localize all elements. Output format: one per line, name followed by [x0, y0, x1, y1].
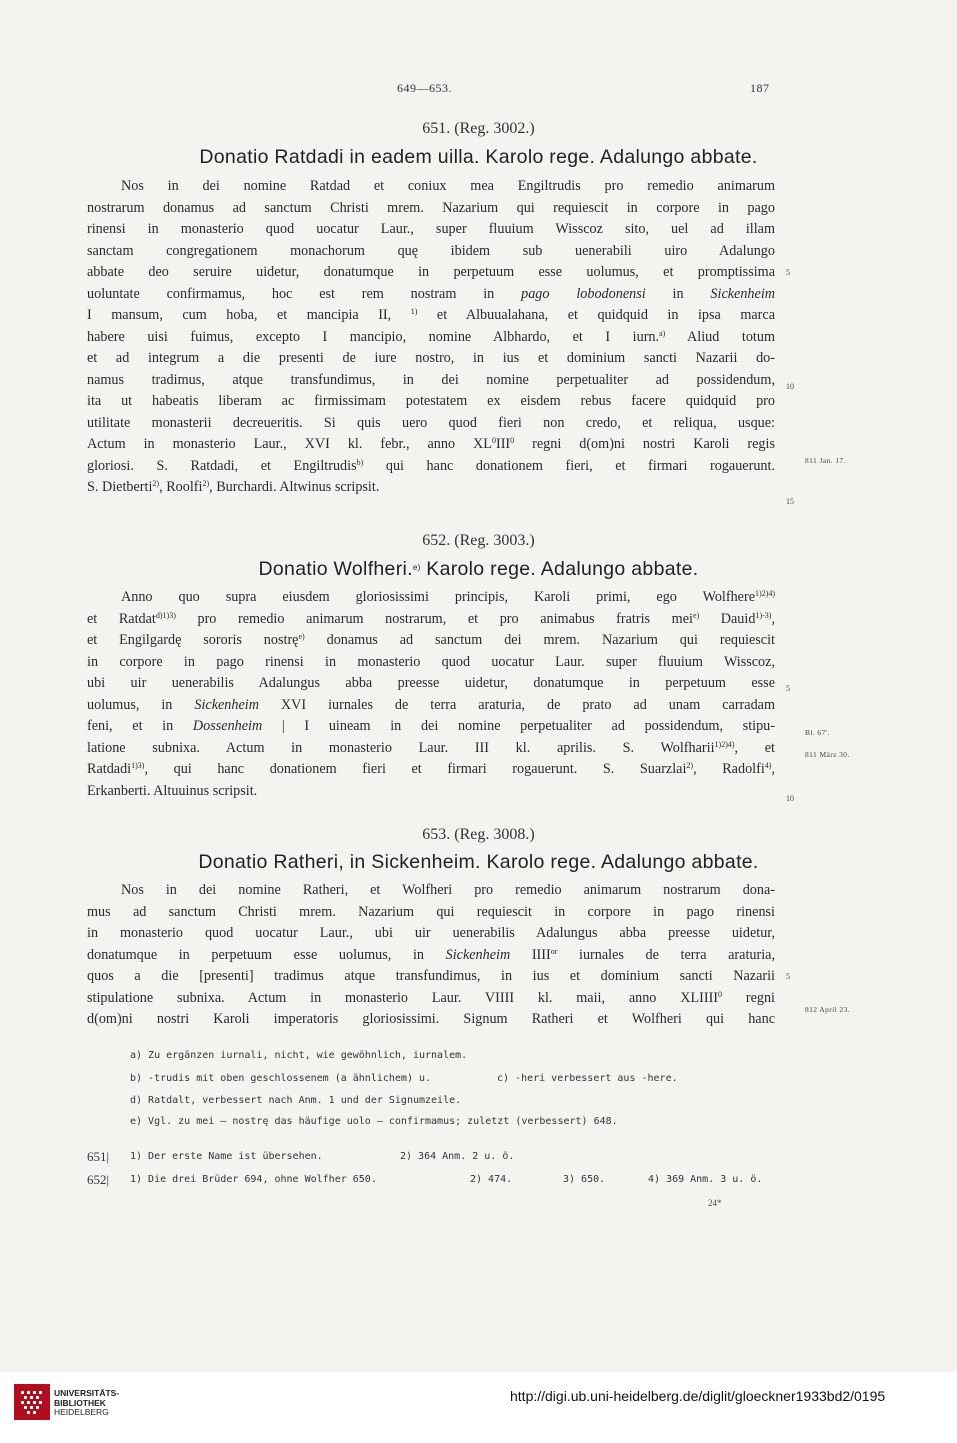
text-line: nostrarum donamus ad sanctum Christi mrem. Nazarium qui requiescit in corpore in pago [87, 199, 775, 216]
footnote: e) Vgl. zu mei — nostrę das häufige uolo — confirmamus; zuletzt (verbessert) 648. [130, 1116, 618, 1127]
charter-651-number: 651. (Reg. 3002.) [422, 120, 535, 137]
text-line: S. Dietberti$^{2)}$, Roolfi$^{2)}$, Burchardi. Altwinus scripsit. [87, 479, 380, 495]
text-line: Ratdadi$^{1)3)}$, qui hanc donationem fieri et firmari rogauerunt. S. Suarzlai$^{2)}$, Radolfi$^{4)}$, [87, 761, 775, 777]
text-line: latione subnixa. Actum in monasterio Laur. III kl. aprilis. S. Wolfharii$^{1)2)4)}$, et [87, 739, 775, 756]
text-line: ita ut habeatis liberam ac firmissimam potestatem ex eisdem rebus facere quidquid pro [87, 393, 775, 409]
text-line: Actum in monasterio Laur., XVI kl. febr., anno $XL^0III^0$ regni d(om)ni nostri Karoli regis [87, 436, 775, 452]
text-line: in corpore in pago rinensi in monasterio quod uocatur Laur. super fluuium Wisscoz, [87, 653, 775, 670]
footnote: c) -heri verbessert aus -here. [497, 1073, 678, 1084]
signature-mark: 24* [708, 1198, 722, 1208]
margin-date-note: 811 Jan. 17. [805, 456, 846, 465]
viewer-footer [0, 1372, 957, 1443]
library-logo-icon [14, 1384, 50, 1420]
text-line: quos a die [presenti] tradimus atque transfundimus, in ius et dominium sancti Nazarii [87, 968, 775, 984]
line-number: 5 [786, 972, 790, 981]
footnote: 1) Die drei Brüder 694, ohne Wolfher 650. [130, 1174, 377, 1185]
charter-653-text [87, 880, 775, 1031]
text-line: Nos in dei nomine Ratheri, et Wolfheri pro remedio animarum nostrarum dona- [121, 882, 775, 898]
charter-653-number: 653. (Reg. 3008.) [422, 826, 535, 843]
footnote: d) Ratdalt, verbessert nach Anm. 1 und der Signumzeile. [130, 1095, 462, 1106]
margin-date-note: 811 März 30. [805, 750, 850, 759]
line-number: 10 [786, 794, 794, 803]
charter-651-title: Donatio Ratdadi in eadem uilla. Karolo rege. Adalungo abbate. [199, 146, 758, 168]
text-line: utilitate monasterii decreueritis. Si quis uero quod fieri non credo, et reliqua, usque: [87, 414, 775, 431]
text-line: I mansum, cum hoba, et mancipia II, $^{1)}$ et Albuualahana, et quidquid in ipsa marca [87, 307, 775, 323]
text-line: namus tradimus, atque transfundimus, in dei nomine perpetualiter ad possidendum, [87, 371, 775, 388]
text-line: abbate deo seruire uidetur, donatumque in perpetuum esse uolumus, et promptissima [87, 264, 775, 280]
line-number: 5 [786, 268, 790, 277]
text-line: gloriosi. S. Ratdadi, et Engiltrudis$^{b)}$ qui hanc donationem fieri, et firmari rogauerunt. [87, 457, 775, 474]
text-line: Nos in dei nomine Ratdad et coniux mea Engiltrudis pro remedio animarum [121, 178, 775, 194]
text-line: mus ad sanctum Christi mrem. Nazarium qui requiescit in corpore in pago rinensi [87, 903, 775, 920]
text-line: uolumus, in Sickenheim XVI iurnales de terra araturia, de prato ad unam carradam [87, 696, 775, 713]
charter-652-number: 652. (Reg. 3003.) [422, 532, 535, 549]
footnote: 4) 369 Anm. 3 u. ö. [648, 1174, 763, 1185]
footnote: 2) 364 Anm. 2 u. ö. [400, 1151, 515, 1162]
line-number: 5 [786, 684, 790, 693]
margin-folio-note: Bl. 67'. [805, 728, 830, 737]
footnote: b) -trudis mit oben geschlossenem (a ähnlichem) u. [130, 1073, 432, 1084]
charter-653-title: Donatio Ratheri, in Sickenheim. Karolo rege. Adalungo abbate. [198, 851, 759, 873]
text-line: Erkanberti. Altuuinus scripsit. [87, 782, 258, 799]
footnote: 1) Der erste Name ist übersehen. [130, 1151, 323, 1162]
text-line: feni, et in Dossenheim | I uineam in dei nomine perpetualiter ad possidendum, stipu- [87, 718, 775, 734]
line-number: 10 [786, 382, 794, 391]
text-line: donatumque in perpetuum esse uolumus, in Sickenheim $IIII^{or}$ iurnales de terra araturia, [87, 946, 776, 963]
text-line: et ad integrum a die presenti de iure nostro, in ius et dominium sancti Nazarii do- [87, 350, 775, 366]
text-line: habere uisi fuimus, excepto I mancipio, nomine Albhardo, et I iurn.$^{a)}$ Aliud totum [87, 328, 775, 345]
text-line: rinensi in monasterio quod uocatur Laur., super fluuium Wisscoz sito, uel ad illam [87, 221, 775, 237]
running-head-range: 649—653. [397, 81, 452, 95]
footnote: a) Zu ergänzen iurnali, nicht, wie gewöhnlich, iurnalem. [130, 1050, 468, 1061]
text-line: in monasterio quod uocatur Laur., ubi uir uenerabilis Adalungus abba preesse uidetur, [87, 925, 775, 941]
footnote: 3) 650. [563, 1174, 606, 1185]
text-line: et Ratdat$^{d)1)3)}$ pro remedio animarum nostrarum, et pro animabus fratris mei$^{e)}$ Dauid$^{1)-3)}$, [87, 610, 775, 627]
permalink-url[interactable]: http://digi.ub.uni-heidelberg.de/diglit/gloeckner1933bd2/0195 [510, 1388, 886, 1404]
text-line: stipulatione subnixa. Actum in monasterio Laur. VIIII kl. maii, anno XLIIII$^0$ regni [87, 989, 775, 1006]
line-number: 15 [786, 497, 794, 506]
footnote: 2) 474. [470, 1174, 513, 1185]
text-line: et Engilgardę sororis nostrę$^{e)}$ donamus ad sanctum dei mrem. Nazarium qui requiescit [87, 632, 775, 648]
running-head-page-number: 187 [750, 81, 770, 95]
charter-652-title: Donatio Wolfheri.$^{e)}$ Karolo rege. Adalungo abbate. [258, 558, 699, 580]
text-line: uoluntate confirmamus, hoc est rem nostram in pago lobodonensi in Sickenheim [87, 285, 776, 302]
library-name: UNIVERSITÄTS- BIBLIOTHEK HEIDELBERG [54, 1388, 120, 1417]
charter-651-text [87, 176, 775, 499]
text-line: d(om)ni nostri Karoli imperatoris gloriosissimi. Signum Ratheri et Wolfheri qui hanc [87, 1011, 775, 1027]
text-line: ubi uir uenerabilis Adalungus abba preesse uidetur, donatumque in perpetuum esse [87, 675, 775, 691]
footnote-group-label: 651| [87, 1149, 110, 1164]
charter-652-text [87, 587, 775, 802]
text-line: Anno quo supra eiusdem gloriosissimi principis, Karoli primi, ego Wolfhere$^{1)2)4)}$ [121, 589, 775, 605]
text-line: sanctam congregationem monachorum quę ibidem sub uenerabili uiro Adalungo [87, 242, 775, 259]
footnote-group-label: 652| [87, 1172, 110, 1187]
margin-date-note: 812 April 23. [805, 1005, 850, 1014]
